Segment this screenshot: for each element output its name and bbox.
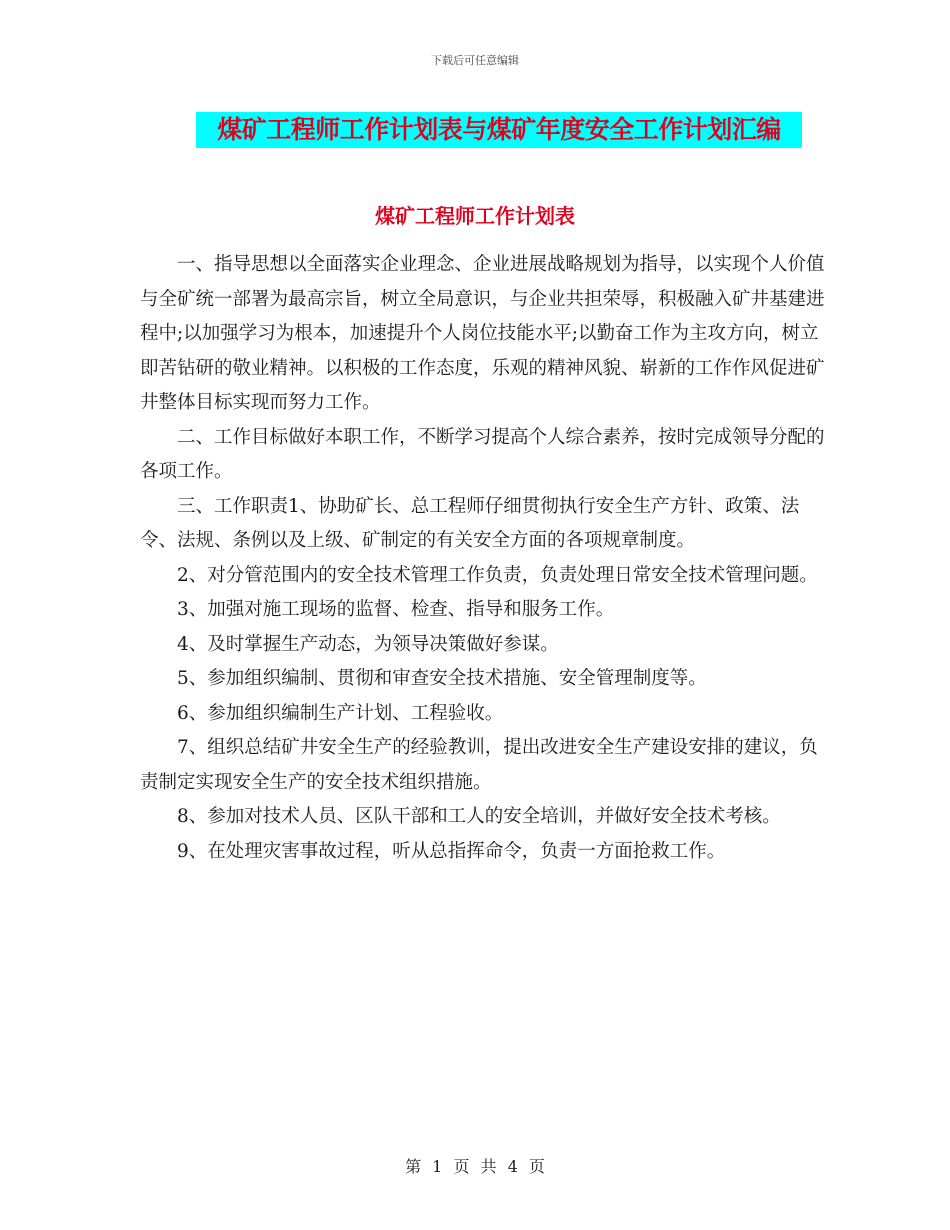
paragraph: 2、对分管范围内的安全技术管理工作负责，负责处理日常安全技术管理问题。 xyxy=(177,564,818,586)
document-title: 煤矿工程师工作计划表与煤矿年度安全工作计划汇编 xyxy=(196,112,802,148)
paragraph: 4、及时掌握生产动态，为领导决策做好参谋。 xyxy=(177,633,559,655)
paragraph: 一、指导思想以全面落实企业理念、企业进展战略规划为指导，以实现个人价值与全矿统一部署为最高宗旨，树立全局意识，与企业共担荣辱，积极融入矿井基建进程中;以加强学习为根本，加速提升个人岗位技能水平;以勤奋工作为主攻方向，树立即苦钻研的敬业精神。以积极的工作态度，乐观的精神风貌、崭新的工作作风促进矿井整体目标实现而努力工作。 xyxy=(140,254,825,413)
paragraph: 3、加强对施工现场的监督、检查、指导和服务工作。 xyxy=(177,599,615,620)
paragraph: 8、参加对技术人员、区队干部和工人的安全培训，并做好安全技术考核。 xyxy=(177,806,781,827)
paragraph: 二、工作目标做好本职工作，不断学习提高个人综合素养，按时完成领导分配的各项工作。 xyxy=(140,426,825,482)
document-body xyxy=(140,248,830,869)
section-title: 煤矿工程师工作计划表 xyxy=(375,204,575,228)
paragraph: 6、参加组织编制生产计划、工程验收。 xyxy=(177,702,504,724)
paragraph: 9、在处理灾害事故过程，听从总指挥命令，负责一方面抢救工作。 xyxy=(177,840,726,862)
page-header-note: 下载后可任意编辑 xyxy=(431,54,519,67)
paragraph: 三、工作职责1、协助矿长、总工程师仔细贯彻执行安全生产方针、政策、法令、法规、条例以及上级、矿制定的有关安全方面的各项规章制度。 xyxy=(140,495,800,551)
paragraph: 7、组织总结矿井安全生产的经验教训，提出改进安全生产建设安排的建议，负责制定实现安全生产的安全技术组织措施。 xyxy=(140,737,818,793)
page-number-footer: 第 1 页 共 4 页 xyxy=(405,1157,545,1176)
paragraph: 5、参加组织编制、贯彻和审查安全技术措施、安全管理制度等。 xyxy=(177,668,707,689)
